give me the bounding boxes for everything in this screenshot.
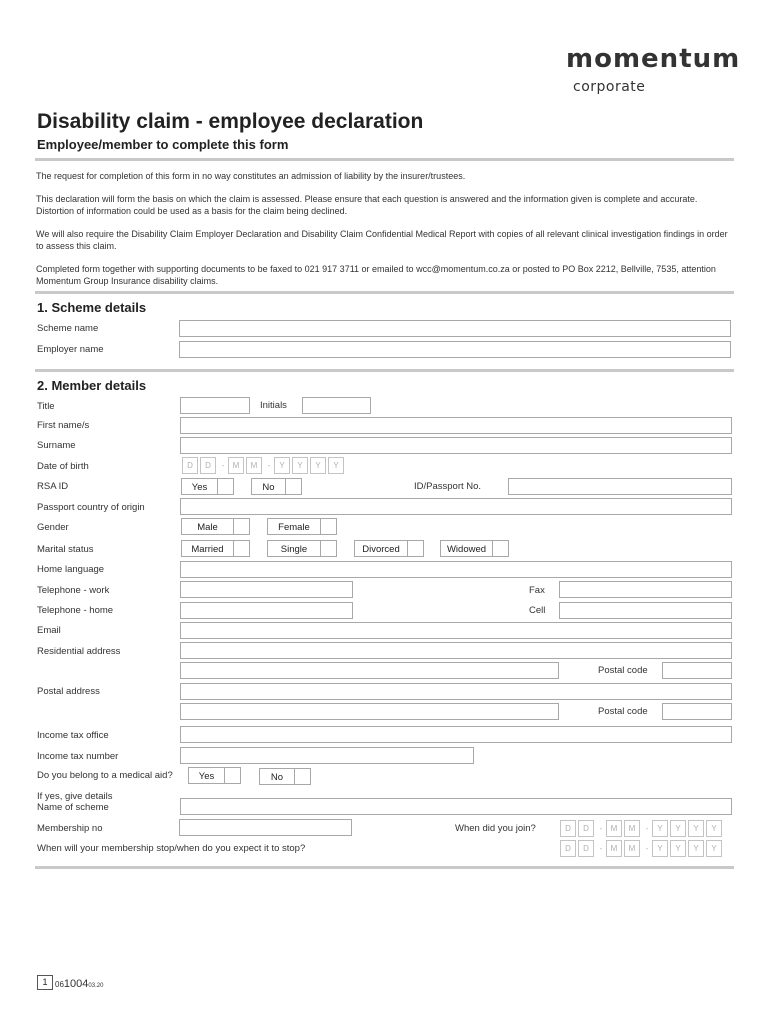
day-cell[interactable]: D [578,820,594,837]
single-checkbox[interactable] [320,540,337,557]
date-separator: - [221,461,225,470]
dob-date-field[interactable] [182,457,346,474]
id-passport-label: ID/Passport No. [414,481,482,492]
employer-name-label: Employer name [37,344,104,355]
home-language-input[interactable] [180,561,732,578]
initials-input[interactable] [302,397,371,414]
passport-country-label: Passport country of origin [37,502,145,513]
medical-aid-no-checkbox[interactable] [294,768,311,785]
day-cell[interactable]: D [560,840,576,857]
tel-work-input[interactable] [180,581,353,598]
if-yes-label: If yes, give details [37,791,113,802]
gender-label: Gender [37,522,69,533]
passport-country-input[interactable] [180,498,732,515]
form-code [55,978,103,990]
form-code-main: 1004 [63,978,89,990]
month-cell[interactable]: M [606,840,622,857]
postal-address-line2[interactable] [180,703,559,720]
rsa-id-yes-checkbox[interactable] [217,478,234,495]
rsa-id-label: RSA ID [37,481,69,492]
cell-label: Cell [529,605,546,616]
postal-address-line1[interactable] [180,683,732,700]
rsa-id-yes-label: Yes [181,478,217,495]
income-tax-number-input[interactable] [180,747,474,764]
year-cell[interactable]: Y [652,840,668,857]
widowed-checkbox[interactable] [492,540,509,557]
tel-home-input[interactable] [180,602,353,619]
medical-aid-yes-checkbox[interactable] [224,767,241,784]
first-names-input[interactable] [180,417,732,434]
month-cell[interactable]: M [228,457,244,474]
date-separator: - [267,461,271,470]
residential-postal-code-label: Postal code [598,665,648,676]
name-of-scheme-input[interactable] [180,798,732,815]
year-cell[interactable]: Y [706,820,722,837]
when-join-label: When did you join? [455,823,536,834]
month-cell[interactable]: M [246,457,262,474]
year-cell[interactable]: Y [706,840,722,857]
when-stop-label: When will your membership stop/when do you expect it to stop? [37,843,306,854]
page-title: Disability claim - employee declaration [37,110,424,133]
form-code-prefix: 06 [55,980,64,989]
postal-postal-code-label: Postal code [598,706,648,717]
residential-address-line2[interactable] [180,662,559,679]
income-tax-office-input[interactable] [180,726,732,743]
date-separator: - [599,844,603,853]
surname-label: Surname [37,440,76,451]
day-cell[interactable]: D [182,457,198,474]
logo-subtitle: corporate [573,79,646,95]
divider [35,369,734,372]
tel-home-label: Telephone - home [37,605,114,616]
month-cell[interactable]: M [606,820,622,837]
join-date-field[interactable] [560,820,724,837]
date-separator: - [645,844,649,853]
year-cell[interactable]: Y [328,457,344,474]
divider [35,291,734,294]
postal-address-label: Postal address [37,686,100,697]
form-code-suffix: 03.20 [88,983,104,989]
year-cell[interactable]: Y [274,457,290,474]
first-names-label: First name/s [37,420,90,431]
scheme-name-label: Scheme name [37,323,99,334]
email-input[interactable] [180,622,732,639]
rsa-id-no-label: No [251,478,285,495]
divider [35,158,734,161]
year-cell[interactable]: Y [652,820,668,837]
scheme-name-input[interactable] [179,320,731,337]
income-tax-number-label: Income tax number [37,751,119,762]
title-label: Title [37,401,55,412]
name-of-scheme-label: Name of scheme [37,802,109,813]
gender-female-label: Female [267,518,320,535]
year-cell[interactable]: Y [670,820,686,837]
membership-no-label: Membership no [37,823,103,834]
gender-male-checkbox[interactable] [233,518,250,535]
divorced-checkbox[interactable] [407,540,424,557]
id-passport-input[interactable] [508,478,732,495]
postal-postal-code-input[interactable] [662,703,732,720]
section-member-heading: 2. Member details [37,378,147,393]
date-separator: - [599,824,603,833]
residential-address-line1[interactable] [180,642,732,659]
year-cell[interactable]: Y [670,840,686,857]
gender-female-checkbox[interactable] [320,518,337,535]
membership-no-input[interactable] [179,819,352,836]
fax-input[interactable] [559,581,732,598]
year-cell[interactable]: Y [688,820,704,837]
rsa-id-no-checkbox[interactable] [285,478,302,495]
page-number: 1 [37,975,53,990]
income-tax-office-label: Income tax office [37,730,109,741]
date-separator: - [645,824,649,833]
initials-label: Initials [260,400,287,411]
widowed-label: Widowed [440,540,492,557]
email-label: Email [37,625,61,636]
home-language-label: Home language [37,564,105,575]
section-scheme-heading: 1. Scheme details [37,300,147,315]
medical-aid-yes-label: Yes [188,767,224,784]
title-input[interactable] [180,397,250,414]
intro-paragraph-4: Completed form together with supporting documents to be faxed to 021 917 3711 or emailed to wcc@momentum.co.za or posted to PO Box 2212, Bellville, 7535, attention Momentum Group Insurance disability claims. [36,264,716,286]
single-label: Single [267,540,320,557]
married-checkbox[interactable] [233,540,250,557]
surname-input[interactable] [180,437,732,454]
marital-status-label: Marital status [37,544,94,555]
intro-paragraph-1: The request for completion of this form in no way constitutes an admission of liability by the insurer/trustees. [36,171,466,181]
fax-label: Fax [529,585,545,596]
employer-name-input[interactable] [179,341,731,358]
intro-paragraph-3: We will also require the Disability Claim Employer Declaration and Disability Claim Confidential Medical Report with copies of all relevant clinical investigation findings in order to assess this claim. [36,229,728,251]
divorced-label: Divorced [354,540,407,557]
momentum-logo: momentum [566,44,741,74]
divider [35,866,734,869]
residential-address-label: Residential address [37,646,121,657]
day-cell[interactable]: D [200,457,216,474]
intro-paragraph-2: This declaration will form the basis on which the claim is assessed. Please ensure that each question is answered and the information given is complete and accurate. Distortion of information could be used as a basis for the claim being declined. [36,194,698,216]
tel-work-label: Telephone - work [37,585,110,596]
stop-date-field[interactable] [560,840,724,857]
day-cell[interactable]: D [560,820,576,837]
year-cell[interactable]: Y [688,840,704,857]
medical-aid-question: Do you belong to a medical aid? [37,770,173,781]
month-cell[interactable]: M [624,820,640,837]
medical-aid-no-label: No [259,768,294,785]
day-cell[interactable]: D [578,840,594,857]
dob-label: Date of birth [37,461,89,472]
year-cell[interactable]: Y [310,457,326,474]
residential-postal-code-input[interactable] [662,662,732,679]
year-cell[interactable]: Y [292,457,308,474]
gender-male-label: Male [181,518,233,535]
month-cell[interactable]: M [624,840,640,857]
cell-input[interactable] [559,602,732,619]
page-subtitle: Employee/member to complete this form [37,137,289,152]
married-label: Married [181,540,233,557]
